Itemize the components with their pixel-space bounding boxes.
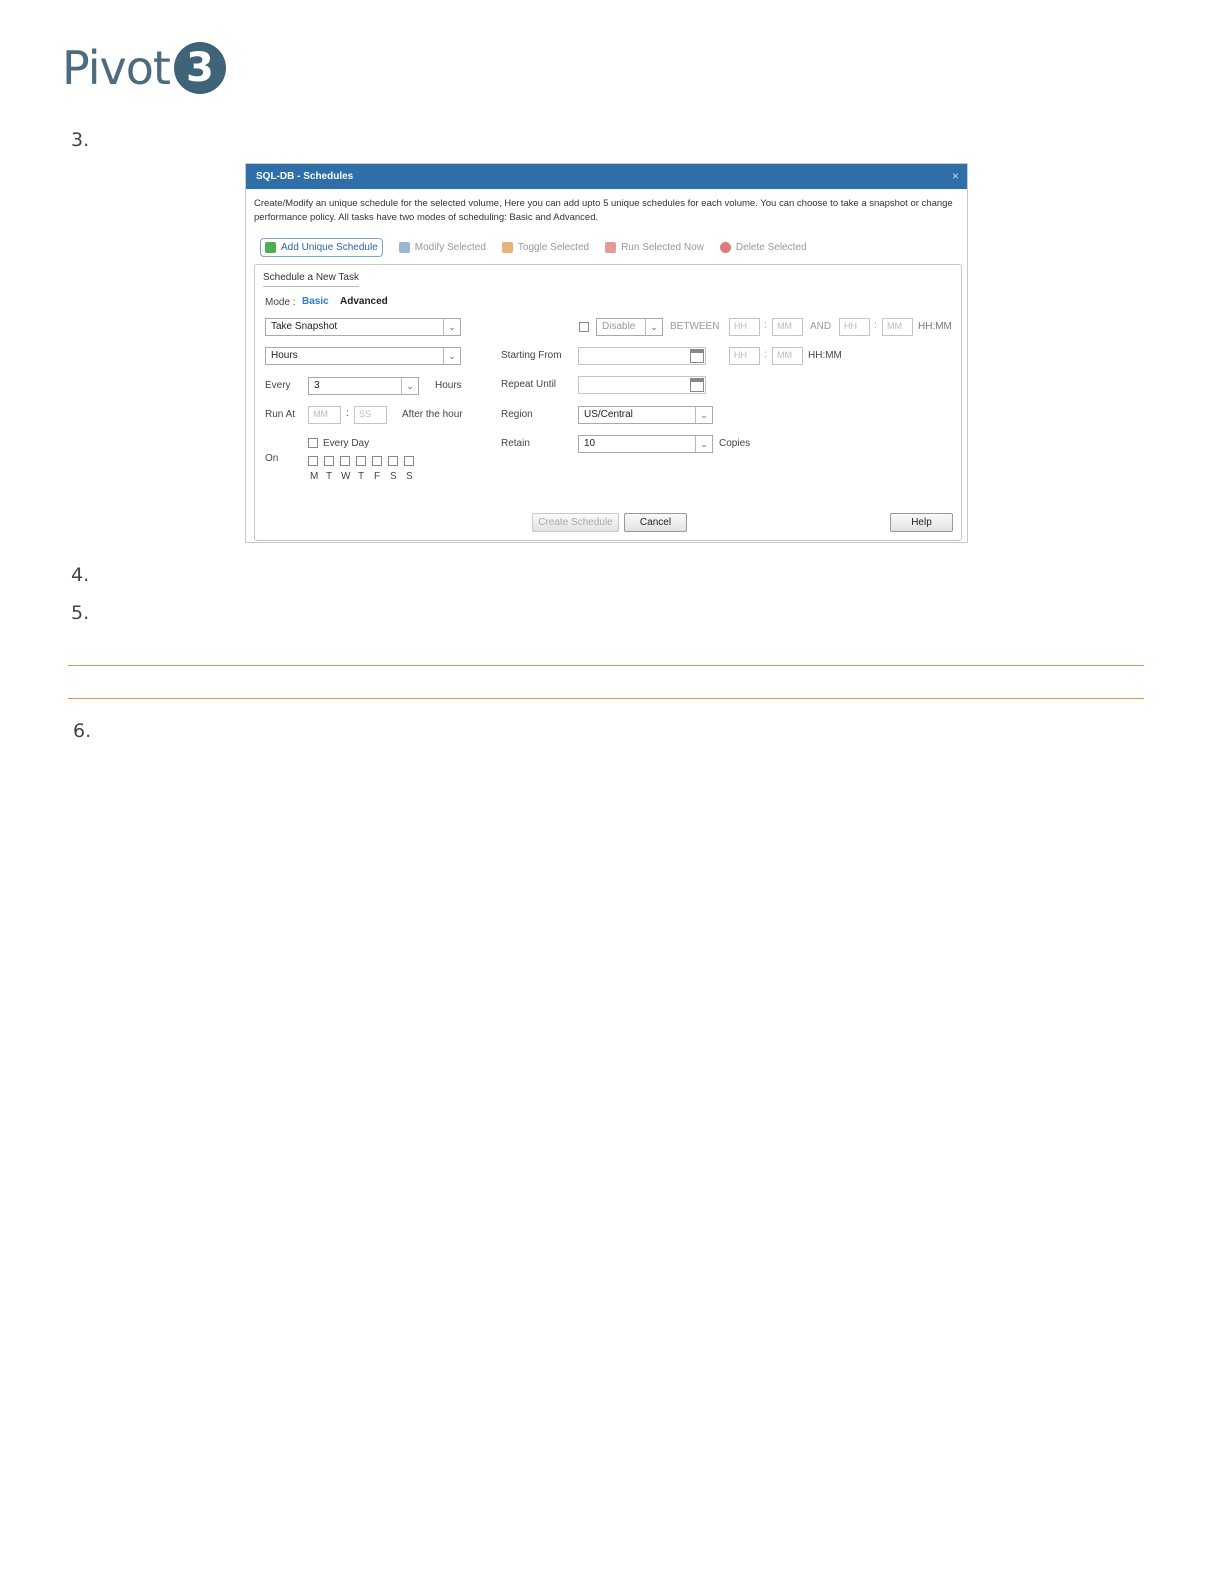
mode-advanced-link[interactable]: Advanced (340, 296, 388, 307)
schedule-panel (254, 264, 962, 541)
dialog-description: Create/Modify an unique schedule for the selected volume, Here you can add upto 5 unique schedules for each volume. You can choose to take a snapshot or change performance policy. All tasks have two modes of scheduling: Basic and Advanced. (254, 198, 953, 223)
disable-select-value: Disable (602, 321, 636, 332)
toggle-selected-button[interactable] (502, 242, 589, 253)
add-unique-schedule-button[interactable] (260, 238, 383, 257)
task-select-value: Take Snapshot (271, 321, 338, 332)
step-6: 6. (73, 720, 92, 742)
logo-text: Pivot (62, 41, 170, 95)
retain-label: Retain (501, 438, 530, 449)
run-selected-now-button[interactable] (605, 242, 704, 253)
day-label: S (390, 471, 397, 482)
modify-selected-button[interactable] (399, 242, 486, 253)
every-day-checkbox[interactable] (308, 438, 318, 448)
add-unique-schedule-label: Add Unique Schedule (281, 241, 378, 253)
create-schedule-button[interactable]: Create Schedule (532, 513, 619, 532)
copies-label: Copies (719, 438, 751, 449)
step-4: 4. (71, 564, 90, 586)
chevron-down-icon: ⌄ (443, 348, 460, 364)
every-label: Every (265, 380, 291, 391)
between-label: BETWEEN (670, 321, 720, 332)
day-checkbox-mon[interactable] (308, 456, 318, 466)
region-label: Region (501, 409, 533, 420)
run-selected-now-label: Run Selected Now (621, 241, 704, 253)
delete-icon (720, 242, 731, 253)
between-mm-input[interactable]: MM (772, 318, 803, 336)
every-unit-label: Hours (435, 380, 462, 391)
day-label: T (326, 471, 333, 482)
run-icon (605, 242, 616, 253)
modify-selected-label: Modify Selected (414, 241, 486, 253)
calendar-icon[interactable] (690, 378, 704, 392)
calendar-icon[interactable] (690, 349, 704, 363)
day-label: F (374, 471, 381, 482)
and-hh-input[interactable]: HH (839, 318, 870, 336)
divider-bottom (68, 698, 1144, 699)
repeat-until-label: Repeat Until (501, 379, 557, 390)
divider-top (68, 665, 1144, 666)
starting-hh-input[interactable]: HH (729, 347, 760, 365)
every-select[interactable] (308, 377, 419, 395)
chevron-down-icon: ⌄ (695, 436, 712, 452)
retain-select-value: 10 (584, 438, 596, 449)
disable-checkbox[interactable] (579, 322, 589, 332)
colon-sep: : (764, 349, 767, 360)
and-mm-input[interactable]: MM (882, 318, 913, 336)
colon-sep: : (764, 320, 767, 331)
day-label: T (358, 471, 365, 482)
colon-sep: : (874, 320, 877, 331)
day-checkbox-thu[interactable] (356, 456, 366, 466)
chevron-down-icon: ⌄ (695, 407, 712, 423)
run-at-separator: : (346, 408, 349, 419)
mode-label: Mode : (265, 297, 296, 308)
day-checkbox-wed[interactable] (340, 456, 350, 466)
and-label: AND (810, 321, 832, 332)
disable-select[interactable] (596, 318, 663, 336)
delete-selected-button[interactable] (720, 242, 807, 253)
logo-mark: 3 (174, 42, 226, 94)
after-the-hour-label: After the hour (402, 409, 463, 420)
every-select-value: 3 (314, 380, 320, 391)
step-5: 5. (71, 602, 90, 624)
chevron-down-icon: ⌄ (401, 378, 418, 394)
day-checkbox-fri[interactable] (372, 456, 382, 466)
retain-select[interactable] (578, 435, 713, 453)
repeat-until-date-input[interactable] (578, 376, 706, 394)
toggle-icon (502, 242, 513, 253)
hhmm-label: HH:MM (918, 321, 952, 332)
unit-select-value: Hours (271, 350, 298, 361)
chevron-down-icon: ⌄ (645, 319, 662, 335)
close-icon[interactable]: × (951, 169, 959, 183)
unit-select[interactable] (265, 347, 461, 365)
task-select[interactable] (265, 318, 461, 336)
day-label: M (310, 471, 319, 482)
modify-icon (399, 242, 410, 253)
run-at-minutes-input[interactable]: MM (308, 406, 341, 424)
run-at-seconds-input[interactable]: SS (354, 406, 387, 424)
day-label: S (406, 471, 413, 482)
panel-title: Schedule a New Task (263, 272, 359, 287)
toolbar (260, 236, 823, 258)
starting-from-label: Starting From (501, 350, 562, 361)
day-checkbox-tue[interactable] (324, 456, 334, 466)
day-label: W (341, 471, 351, 482)
cancel-button[interactable]: Cancel (624, 513, 687, 532)
day-checkbox-sat[interactable] (388, 456, 398, 466)
chevron-down-icon: ⌄ (443, 319, 460, 335)
between-hh-input[interactable]: HH (729, 318, 760, 336)
toggle-selected-label: Toggle Selected (517, 241, 590, 253)
hhmm-label: HH:MM (808, 350, 842, 361)
region-select-value: US/Central (584, 409, 633, 420)
region-select[interactable] (578, 406, 713, 424)
add-schedule-icon (265, 242, 276, 253)
pivot3-logo (62, 38, 226, 98)
starting-mm-input[interactable]: MM (772, 347, 803, 365)
run-at-label: Run At (265, 409, 296, 420)
every-day-label: Every Day (323, 438, 370, 449)
delete-selected-label: Delete Selected (735, 241, 807, 253)
mode-basic-link[interactable]: Basic (302, 296, 329, 307)
schedules-dialog (245, 163, 968, 543)
help-button[interactable]: Help (890, 513, 953, 532)
dialog-title: SQL-DB - Schedules (246, 164, 967, 189)
step-3: 3. (71, 129, 90, 151)
on-label: On (265, 453, 279, 464)
day-checkbox-sun[interactable] (404, 456, 414, 466)
starting-from-date-input[interactable] (578, 347, 706, 365)
